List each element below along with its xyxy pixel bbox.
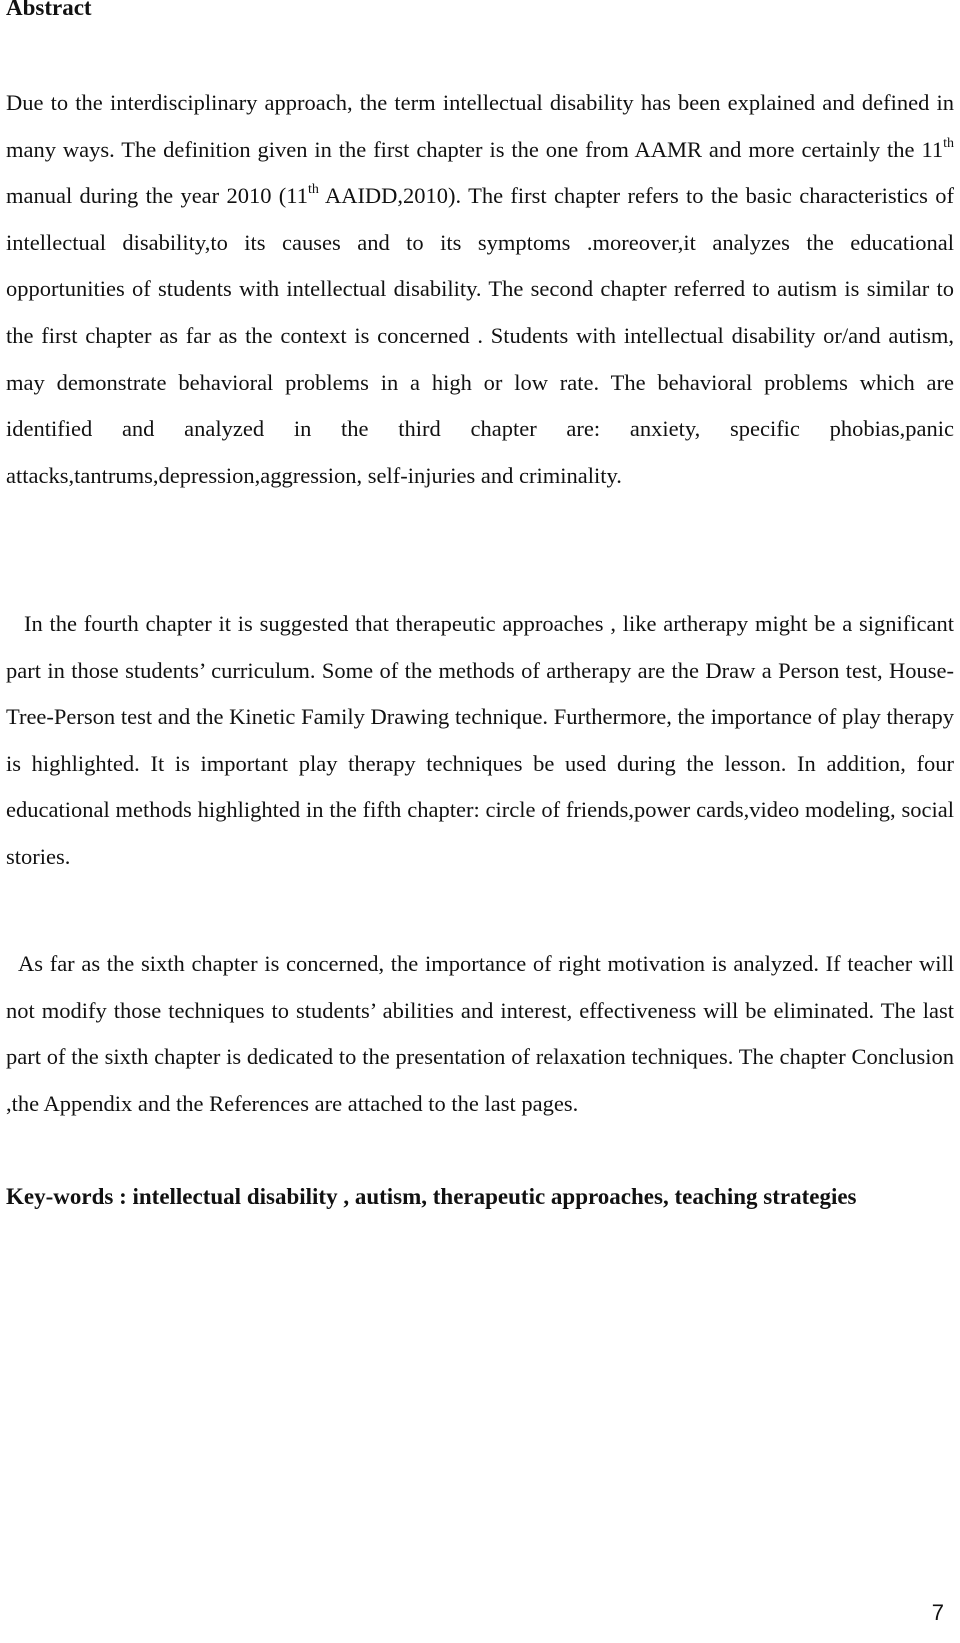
abstract-heading: Abstract (6, 0, 92, 20)
ordinal-superscript-1: th (943, 135, 954, 151)
paragraph-1-text-part-3: AAIDD,2010). The first chapter refers to the basic characteristics of intellectual disability,to its causes and to its symptoms .moreover,it analyzes the educational opportunities of students with intellectual disability. The second chapter referred to autism is similar to the first chapter as far as the context is concerned . Students with intellectual disability or/and autism, may demonstrate behavioral problems in a high or low rate. The behavioral problems which are identified and analyzed in the third chapter are: anxiety, specific phobias,panic attacks,tantrums,depression,aggression, self-injuries and criminality. (6, 183, 954, 488)
abstract-paragraph-3: As far as the sixth chapter is concerned, the importance of right motivation is analyzed. If teacher will not modify those techniques to students’ abilities and interest, effectiveness will be eliminated. The last part of the sixth chapter is dedicated to the presentation of relaxation techniques. The chapter Conclusion ,the Appendix and the References are attached to the last pages. (6, 951, 954, 1116)
abstract-paragraph-1 (6, 80, 954, 499)
paragraph-1-text-part-2: manual during the year 2010 (11 (6, 183, 308, 209)
keywords-line: Key-words : intellectual disability , autism, therapeutic approaches, teaching strategies (6, 1184, 857, 1209)
ordinal-superscript-2: th (307, 182, 319, 198)
paragraph-1-text-part-1: Due to the interdisciplinary approach, the term intellectual disability has been explained and defined in many ways. The definition given in the first chapter is the one from AAMR and more certainly the 11 (6, 90, 954, 162)
abstract-paragraph-2: In the fourth chapter it is suggested that therapeutic approaches , like artherapy might be a significant part in those students’ curriculum. Some of the methods of artherapy are the Draw a Person test, House-Tree-Person test and the Kinetic Family Drawing technique. Furthermore, the importance of play therapy is highlighted. It is important play therapy techniques be used during the lesson. In addition, four educational methods highlighted in the fifth chapter: circle of friends,power cards,video modeling, social stories. (6, 611, 954, 869)
page-number: 7 (931, 1600, 944, 1625)
